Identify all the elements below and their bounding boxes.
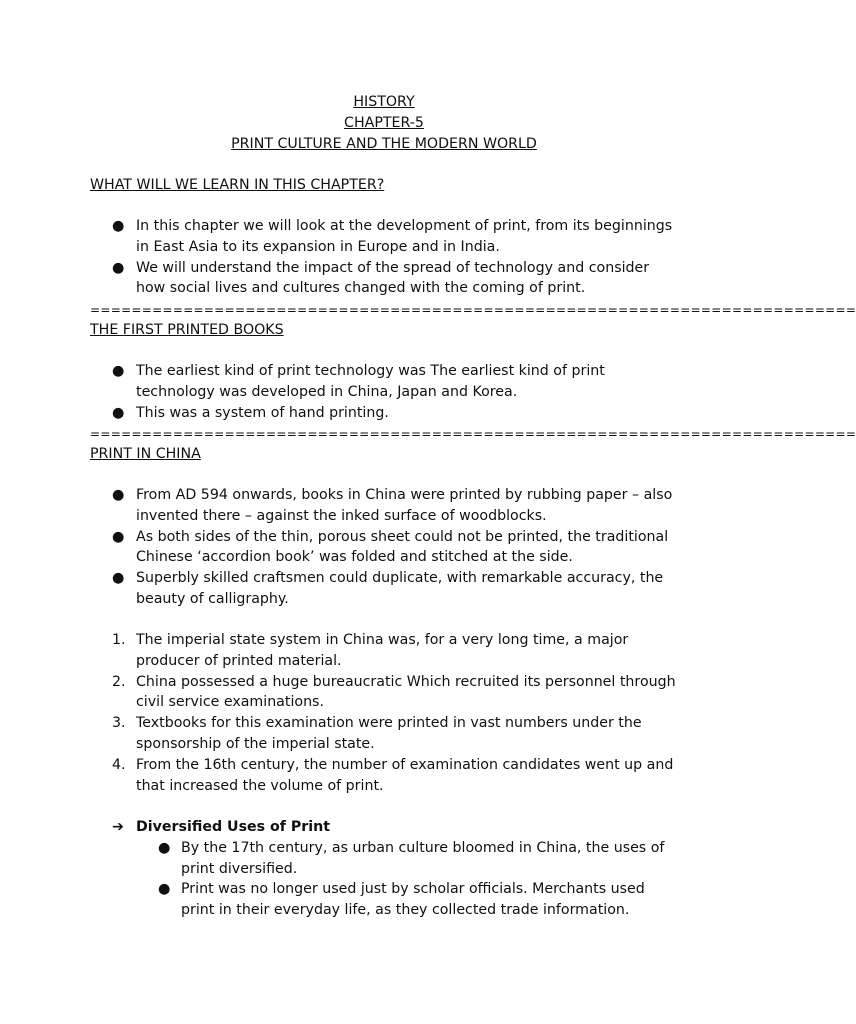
bullet-marker: ● xyxy=(112,570,125,587)
section-heading-learn: WHAT WILL WE LEARN IN THIS CHAPTER? xyxy=(90,177,385,193)
number-marker: 2. xyxy=(112,673,126,690)
chapter-name: PRINT CULTURE AND THE MODERN WORLD xyxy=(231,136,537,152)
list-item: ● Print was no longer used just by scholar officials. Merchants used print in their everyday life, as they collected trade information. xyxy=(158,881,645,919)
numbered-list-china xyxy=(90,630,682,796)
subsection-diversified-uses xyxy=(90,817,682,921)
list-item: ● This was a system of hand printing. xyxy=(90,403,682,424)
bullet-marker: ● xyxy=(112,487,125,503)
section-first-books xyxy=(90,320,690,341)
section-heading-first-books: THE FIRST PRINTED BOOKS xyxy=(90,322,284,338)
number-marker: 4. xyxy=(112,756,126,773)
bullet-marker: ● xyxy=(112,363,125,379)
bullet-marker: ● xyxy=(112,259,125,276)
list-item: 3. Textbooks for this examination were printed in vast numbers under the sponsorship of the imperial state. xyxy=(112,715,642,752)
sub-bullet-list xyxy=(90,838,682,921)
list-item: 1. The imperial state system in China was, for a very long time, a major producer of printed material. xyxy=(112,632,629,669)
separator-line: ========================================================================== xyxy=(90,427,856,441)
subsection-heading: ➔ Diversified Uses of Print xyxy=(90,817,682,838)
bullet-list-china xyxy=(90,485,682,610)
bullet-marker: ● xyxy=(112,528,125,545)
list-item: ● Superbly skilled craftsmen could duplicate, with remarkable accuracy, the beauty of calligraphy. xyxy=(112,570,664,607)
section-learn xyxy=(90,175,690,196)
list-item: ● From AD 594 onwards, books in China were printed by rubbing paper – also invented there – against the inked surface of woodblocks. xyxy=(112,487,673,524)
bullet-marker: ● xyxy=(112,404,125,421)
bullet-marker: ● xyxy=(112,218,125,234)
document-header xyxy=(0,92,768,155)
separator-line: ========================================================================== xyxy=(90,303,856,317)
number-marker: 1. xyxy=(112,632,126,648)
bullet-marker: ● xyxy=(158,839,171,856)
list-item: ● The earliest kind of print technology was The earliest kind of print technology was developed in China, Japan and Korea. xyxy=(112,363,605,400)
section-heading-china: PRINT IN CHINA xyxy=(90,446,201,462)
bullet-list-learn xyxy=(90,216,682,299)
subject-title: HISTORY xyxy=(353,94,415,110)
list-item: ● By the 17th century, as urban culture bloomed in China, the uses of print diversified. xyxy=(158,839,665,877)
list-item: 4. From the 16th century, the number of examination candidates went up and that increased the volume of print. xyxy=(112,756,674,794)
bullet-marker: ● xyxy=(158,881,171,898)
section-china xyxy=(90,444,690,465)
list-item: ● In this chapter we will look at the development of print, from its beginnings in East Asia to its expansion in Europe and in India. xyxy=(112,218,673,255)
list-item: ● We will understand the impact of the spread of technology and consider how social lives and cultures changed with the coming of print. xyxy=(112,259,650,297)
arrow-icon: ➔ xyxy=(112,819,124,835)
number-marker: 3. xyxy=(112,715,126,732)
list-item: ● As both sides of the thin, porous sheet could not be printed, the traditional Chinese ‘accordion book’ was folded and stitched at the side. xyxy=(112,528,669,566)
list-item: 2. China possessed a huge bureaucratic Which recruited its personnel through civil service examinations. xyxy=(112,673,676,711)
bullet-list-first-books xyxy=(90,361,682,423)
chapter-title: CHAPTER-5 xyxy=(344,115,424,131)
